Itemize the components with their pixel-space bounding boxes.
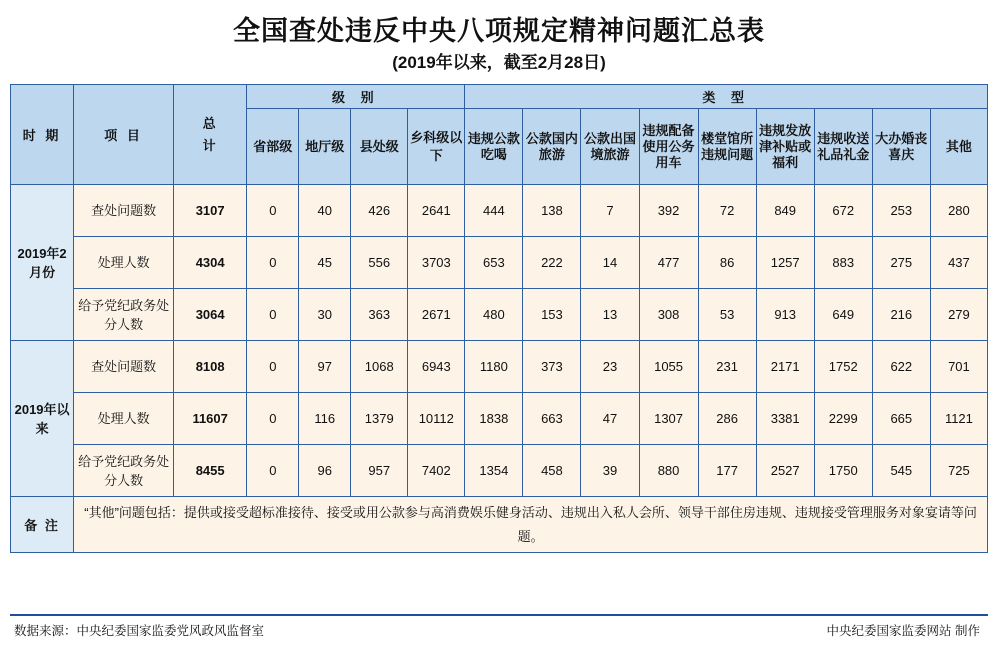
cell-type-2: 7 xyxy=(581,185,639,237)
row-total: 8108 xyxy=(173,341,246,393)
row-total: 4304 xyxy=(173,237,246,289)
cell-level-2: 1068 xyxy=(351,341,408,393)
header-type-group: 类 型 xyxy=(465,85,988,109)
table-row xyxy=(11,237,988,289)
note-row xyxy=(11,497,988,553)
cell-type-3: 880 xyxy=(639,445,698,497)
title-block xyxy=(0,0,998,76)
cell-type-7: 665 xyxy=(872,393,930,445)
cell-type-7: 545 xyxy=(872,445,930,497)
header-level-3: 乡科级以下 xyxy=(408,109,465,185)
cell-type-4: 72 xyxy=(698,185,756,237)
cell-type-8: 1121 xyxy=(930,393,987,445)
page-title: 全国查处违反中央八项规定精神问题汇总表 xyxy=(233,16,765,46)
cell-type-5: 2527 xyxy=(756,445,814,497)
cell-type-4: 286 xyxy=(698,393,756,445)
header-type-0: 违规公款吃喝 xyxy=(465,109,523,185)
note-text: “其他”问题包括：提供或接受超标准接待、接受或用公款参与高消费娱乐健身活动、违规出入私人会所、领导干部住房违规、违规接受管理服务对象宴请等问题。 xyxy=(74,497,988,553)
row-item-label: 查处问题数 xyxy=(74,185,174,237)
cell-level-1: 97 xyxy=(299,341,351,393)
header-total-line1: 总 xyxy=(202,115,218,131)
cell-type-2: 23 xyxy=(581,341,639,393)
header-total-line2: 计 xyxy=(202,137,218,153)
cell-type-1: 222 xyxy=(523,237,581,289)
table-row xyxy=(11,185,988,237)
cell-type-5: 3381 xyxy=(756,393,814,445)
cell-level-3: 10112 xyxy=(408,393,465,445)
cell-level-2: 556 xyxy=(351,237,408,289)
cell-level-0: 0 xyxy=(247,445,299,497)
header-level-1: 地厅级 xyxy=(299,109,351,185)
period-label-1: 2019年以来 xyxy=(11,341,74,497)
row-item-label: 查处问题数 xyxy=(74,341,174,393)
header-type-7: 大办婚丧喜庆 xyxy=(872,109,930,185)
cell-type-8: 701 xyxy=(930,341,987,393)
cell-type-1: 373 xyxy=(523,341,581,393)
header-type-6: 违规收送礼品礼金 xyxy=(814,109,872,185)
cell-type-8: 279 xyxy=(930,289,987,341)
cell-type-5: 2171 xyxy=(756,341,814,393)
cell-type-8: 280 xyxy=(930,185,987,237)
row-total: 11607 xyxy=(173,393,246,445)
header-type-2: 公款出国境旅游 xyxy=(581,109,639,185)
cell-type-1: 138 xyxy=(523,185,581,237)
cell-level-2: 426 xyxy=(351,185,408,237)
cell-type-7: 253 xyxy=(872,185,930,237)
cell-type-2: 39 xyxy=(581,445,639,497)
cell-level-1: 116 xyxy=(299,393,351,445)
cell-type-6: 649 xyxy=(814,289,872,341)
header-total xyxy=(173,85,246,185)
cell-type-6: 883 xyxy=(814,237,872,289)
cell-type-8: 725 xyxy=(930,445,987,497)
cell-level-0: 0 xyxy=(247,341,299,393)
cell-type-1: 458 xyxy=(523,445,581,497)
cell-type-5: 913 xyxy=(756,289,814,341)
cell-level-2: 957 xyxy=(351,445,408,497)
row-total: 8455 xyxy=(173,445,246,497)
cell-type-0: 1354 xyxy=(465,445,523,497)
row-item-label: 给予党纪政务处分人数 xyxy=(74,289,174,341)
footer-credit: 中央纪委国家监委网站 制作 xyxy=(826,624,980,638)
cell-level-2: 1379 xyxy=(351,393,408,445)
cell-type-1: 153 xyxy=(523,289,581,341)
cell-level-1: 40 xyxy=(299,185,351,237)
period-label-0: 2019年2月份 xyxy=(11,185,74,341)
table-row xyxy=(11,289,988,341)
cell-type-1: 663 xyxy=(523,393,581,445)
cell-level-0: 0 xyxy=(247,237,299,289)
cell-level-3: 6943 xyxy=(408,341,465,393)
cell-type-2: 47 xyxy=(581,393,639,445)
header-type-8: 其他 xyxy=(930,109,987,185)
row-total: 3107 xyxy=(173,185,246,237)
cell-type-6: 1750 xyxy=(814,445,872,497)
cell-type-4: 231 xyxy=(698,341,756,393)
cell-type-8: 437 xyxy=(930,237,987,289)
table-header-row-1 xyxy=(11,85,988,109)
cell-type-7: 275 xyxy=(872,237,930,289)
cell-type-0: 1838 xyxy=(465,393,523,445)
cell-type-4: 86 xyxy=(698,237,756,289)
header-level-2: 县处级 xyxy=(351,109,408,185)
cell-level-3: 3703 xyxy=(408,237,465,289)
cell-level-2: 363 xyxy=(351,289,408,341)
page-subtitle: (2019年以来，截至2月28日) xyxy=(392,53,606,72)
cell-type-5: 1257 xyxy=(756,237,814,289)
table-row xyxy=(11,341,988,393)
header-type-1: 公款国内旅游 xyxy=(523,109,581,185)
header-type-3: 违规配备使用公务用车 xyxy=(639,109,698,185)
cell-type-3: 1055 xyxy=(639,341,698,393)
cell-level-1: 96 xyxy=(299,445,351,497)
note-label: 备 注 xyxy=(11,497,74,553)
cell-level-1: 30 xyxy=(299,289,351,341)
cell-type-3: 477 xyxy=(639,237,698,289)
cell-level-0: 0 xyxy=(247,393,299,445)
row-item-label: 处理人数 xyxy=(74,237,174,289)
cell-type-0: 444 xyxy=(465,185,523,237)
cell-type-6: 1752 xyxy=(814,341,872,393)
row-total: 3064 xyxy=(173,289,246,341)
cell-type-2: 13 xyxy=(581,289,639,341)
cell-type-6: 2299 xyxy=(814,393,872,445)
cell-level-3: 2671 xyxy=(408,289,465,341)
cell-type-3: 392 xyxy=(639,185,698,237)
cell-type-0: 653 xyxy=(465,237,523,289)
cell-type-4: 53 xyxy=(698,289,756,341)
row-item-label: 给予党纪政务处分人数 xyxy=(74,445,174,497)
cell-type-4: 177 xyxy=(698,445,756,497)
cell-type-0: 480 xyxy=(465,289,523,341)
summary-table xyxy=(10,84,988,553)
cell-level-3: 2641 xyxy=(408,185,465,237)
header-type-5: 违规发放津补贴或福利 xyxy=(756,109,814,185)
table-row xyxy=(11,445,988,497)
header-time: 时 期 xyxy=(11,85,74,185)
header-level-group: 级 别 xyxy=(247,85,465,109)
cell-type-6: 672 xyxy=(814,185,872,237)
header-type-4: 楼堂馆所违规问题 xyxy=(698,109,756,185)
row-item-label: 处理人数 xyxy=(74,393,174,445)
cell-type-5: 849 xyxy=(756,185,814,237)
header-item: 项 目 xyxy=(74,85,174,185)
header-level-0: 省部级 xyxy=(247,109,299,185)
cell-type-3: 308 xyxy=(639,289,698,341)
cell-type-3: 1307 xyxy=(639,393,698,445)
cell-type-2: 14 xyxy=(581,237,639,289)
cell-level-0: 0 xyxy=(247,289,299,341)
cell-level-3: 7402 xyxy=(408,445,465,497)
cell-type-7: 216 xyxy=(872,289,930,341)
cell-type-7: 622 xyxy=(872,341,930,393)
cell-type-0: 1180 xyxy=(465,341,523,393)
cell-level-0: 0 xyxy=(247,185,299,237)
footer xyxy=(10,614,988,642)
cell-level-1: 45 xyxy=(299,237,351,289)
table-row xyxy=(11,393,988,445)
footer-source: 数据来源：中央纪委国家监委党风政风监督室 xyxy=(14,624,265,638)
